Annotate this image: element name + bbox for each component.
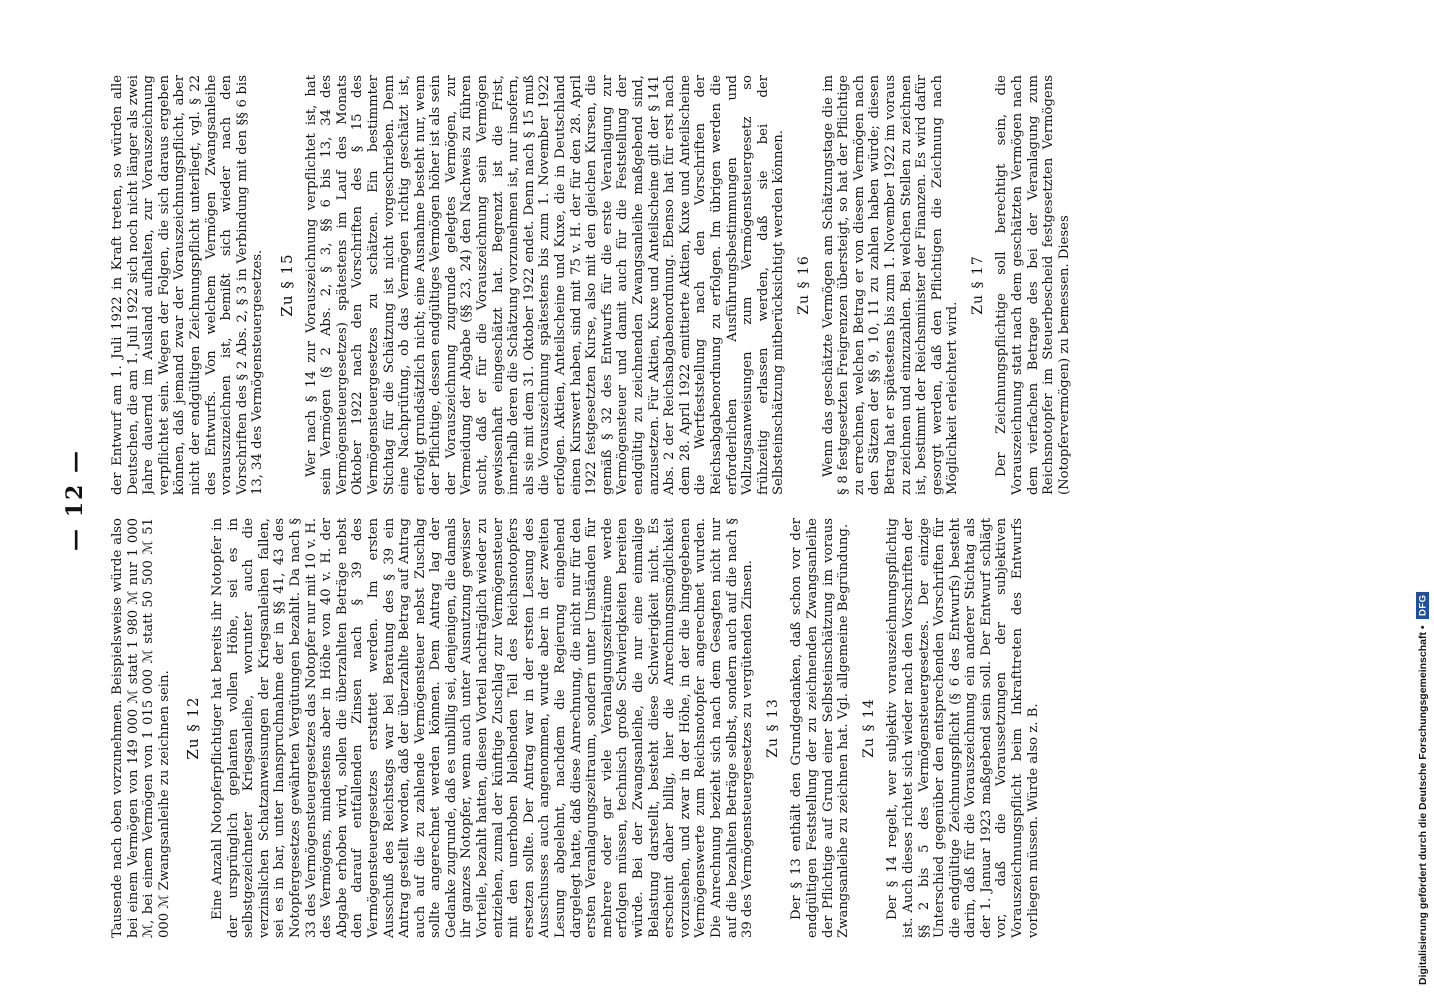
- right-paragraph-4: Der Zeichnungspflichtige soll berechtigt sein, die Vorauszeichnung statt nach dem geschätzten Vermögen nach dem vierfachen Betrage des bei der Veranlagung zum Reichsnotopfer im Steuerbescheid festgesetzten Vermögens (Notopfervermögen) zu bemessen. Dieses: [994, 75, 1072, 495]
- left-paragraph-3: Der § 13 enthält den Grundgedanken, daß schon vor der endgültigen Feststellung der zu zeichnenden Zwangsanleihe der Pflichtige auf Grund einer Selbsteinschätzung im voraus Zwangsanleihe zu zeichnen hat. Vgl. allgemeine Begründung.: [789, 518, 852, 938]
- section-heading-17: Zu § 17: [969, 255, 986, 315]
- right-paragraph-3: Wenn das geschätzte Vermögen am Schätzungstage die im § 8 festgesetzten Freigrenzen übersteigt, so hat der Pflichtige zu errechnen, welchen Betrag er von diesem Vermögen nach den Sätzen der §§ 9, 10, 11 zu zahlen haben würde; diesen Betrag hat er spätestens bis zum 1. November 1922 im voraus zu zeichnen und einzuzahlen. Bei welchen Stellen zu zeichnen ist, bestimmt der Reichsminister der Finanzen. Es wird dafür gesorgt werden, daß den Pflichtigen die Zeichnung nach Möglichkeit erleichtert wird.: [820, 75, 961, 495]
- dfg-logo-badge: DFG: [1417, 592, 1430, 620]
- right-column: [110, 75, 1340, 495]
- funding-notice-text: Digitalisierung gefördert durch die Deutsche Forschungsgemeinschaft •: [1417, 625, 1429, 985]
- left-column: [110, 518, 1340, 938]
- left-paragraph-1: Tausende nach oben vorzunehmen. Beispielsweise würde also bei einem Vermögen von 149 000 ℳ statt 1 980 ℳ nur 1 000 ℳ, bei einem Vermögen von 1 015 000 ℳ statt 50 500 ℳ 51 000 ℳ Zwangsanleihe zu zeichnen sein.: [110, 518, 172, 938]
- right-paragraph-1: der Entwurf am 1. Juli 1922 in Kraft treten, so würden alle Deutschen, die am 1. Juli 1922 sich noch nicht länger als zwei Jahre dauernd im Ausland aufhalten, zur Vorauszeichnung verpflichtet sein. Wegen der Folgen, die sich daraus ergeben können, daß jemand zwar der Vorauszeichnungspflicht, aber nicht der endgültigen Zeichnungspflicht unterliegt, vgl. § 22 des Entwurfs. Von welchem Vermögen Zwangsanleihe vorauszuzeichnen ist, bemißt sich wieder nach den Vorschriften des § 2 Abs. 2, § 3 in Verbindung mit den §§ 6 bis 13, 34 des Vermögensteuergesetzes.: [110, 75, 266, 495]
- right-paragraph-2: Wer nach § 14 zur Vorauszeichnung verpflichtet ist, hat sein Vermögen (§ 2 Abs. 2, § 3, §§ 6 bis 13, 34 des Vermögensteuergesetzes) spätestens im Lauf des Monats Oktober 1922 nach den Vorschriften des § 15 des Vermögensteuergesetzes zu schätzen. Ein bestimmter Stichtag für die Schätzung ist nicht vorgeschrieben. Denn eine Nachprüfung, ob das Vermögen richtig geschätzt ist, erfolgt grundsätzlich nicht; eine Ausnahme besteht nur, wenn der Pflichtige, dessen endgültiges Vermögen höher ist als sein der Vorauszeichnung zugrunde gelegtes Vermögen, zur Vermeidung der Abgabe (§§ 23, 24) den Nachweis zu führen sucht, daß er für die Vorauszeichnung sein Vermögen gewissenhaft eingeschätzt hat. Begrenzt ist die Frist, innerhalb deren die Schätzung vorzunehmen ist, nur insofern, als sie mit dem 31. Oktober 1922 endet. Denn nach § 15 muß die Vorauszeichnung spätestens bis zum 1. November 1922 erfolgen. Aktien, Anteilscheine und Kuxe, die in Deutschland einen Kurswert haben, sind mit 75 v. H. der für den 28. April 1922 festgesetzten Kurse, also mit den gleichen Kursen, die gemäß § 32 des Entwurfs für die erste Veranlagung zur Vermögensteuer und damit auch für die Feststellung der endgültig zu zeichnenden Zwangsanleihe maßgebend sind, anzusetzen. Für Aktien, Kuxe und Anteilscheine gilt der § 141 Abs. 2 der Reichsabgabenordnung. Ebenso hat für erst nach dem 28. April 1922 emittierte Aktien, Kuxe und Anteilscheine die Wertfeststellung nach den Vorschriften der Reichsabgabenordnung zu erfolgen. Im übrigen werden die erforderlichen Ausführungsbestimmungen und Vollzugsanweisungen zum Vermögensteuergesetz so frühzeitig erlassen werden, daß sie bei der Selbsteinschätzung mitberücksichtigt werden können.: [303, 75, 787, 495]
- funding-notice: [1414, 10, 1432, 985]
- section-heading-12: Zu § 12: [184, 696, 203, 760]
- section-heading-14: Zu § 14: [860, 698, 877, 758]
- section-heading-16: Zu § 16: [795, 255, 812, 315]
- section-heading-13: Zu § 13: [764, 698, 781, 758]
- left-paragraph-4: Der § 14 regelt, wer subjektiv vorauszeichnungspflichtig ist. Auch dieses richtet sich wieder nach den Vorschriften der §§ 2 bis 5 des Vermögensteuergesetzes. Der einzige Unterschied gegenüber den entsprechenden Vorschriften für die endgültige Zeichnungspflicht (§ 6 des Entwurfs) besteht darin, daß für die Vorauszeichnung ein anderer Stichtag als der 1. Januar 1923 maßgebend sein soll. Der Entwurf schlägt vor, daß die Voraussetzungen der subjektiven Vorauszeichnungspflicht beim Inkrafttreten des Entwurfs vorliegen müssen. Würde also z. B.: [885, 518, 1041, 938]
- section-heading-15: Zu § 15: [277, 253, 296, 317]
- left-paragraph-2: Eine Anzahl Notopferpflichtiger hat bereits ihr Notopfer in der ursprünglich geplanten vollen Höhe, sei es in selbstgezeichneter Kriegsanleihe, worunter auch die verzinslichen Schatzanweisungen der Kriegsanleihen fallen, sei es in bar, unter Inanspruchnahme der in §§ 41, 43 des Notopfergesetzes gewährten Vergütungen bezahlt. Da nach § 33 des Vermögensteuergesetzes das Notopfer nur mit 10 v. H. des Vermögens, mindestens aber in Höhe von 40 v. H. der Abgabe erhoben wird, sollen die überzahlten Beträge nebst den darauf entfallenden Zinsen nach § 39 des Vermögensteuergesetzes erstattet werden. Im ersten Ausschuß des Reichstags war bei Beratung des § 39 ein Antrag gestellt worden, daß der überzahlte Betrag auf Antrag auch auf die zu zahlende Vermögensteuer nebst Zuschlag sollte angerechnet werden können. Dem Antrag lag der Gedanke zugrunde, daß es unbillig sei, denjenigen, die damals ihr ganzes Notopfer, wenn auch unter Ausnutzung gewisser Vorteile, bezahlt hatten, diesen Vorteil nachträglich wieder zu entziehen, zumal der künftige Zuschlag zur Vermögensteuer mit den unerhoben bleibenden Teil des Reichsnotopfers ersetzen sollte. Der Antrag war in der ersten Lesung des Ausschusses auch angenommen, wurde aber in der zweiten Lesung abgelehnt, nachdem die Regierung eingehend dargelegt hatte, daß diese Anrechnung, die nicht nur für den ersten Veranlagungszeitraum, sondern unter Umständen für mehrere oder gar viele Veranlagungszeiträume werde erfolgen müssen, technisch große Schwierigkeiten bereiten würde. Bei der Zwangsanleihe, die nur eine einmalige Belastung darstellt, besteht diese Schwierigkeit nicht. Es erscheint daher billig, hier die Anrechnungsmöglichkeit vorzusehen, und zwar in der Höhe, in der die hingegebenen Vermögenswerte zum Reichsnotopfer angerechnet wurden. Die Anrechnung bezieht sich nach dem Gesagten nicht nur auf die bezahlten Beträge selbst, sondern auch auf die nach § 39 des Vermögensteuergesetzes zu vergütenden Zinsen.: [209, 518, 756, 938]
- page-number: — 12 —: [62, 449, 88, 551]
